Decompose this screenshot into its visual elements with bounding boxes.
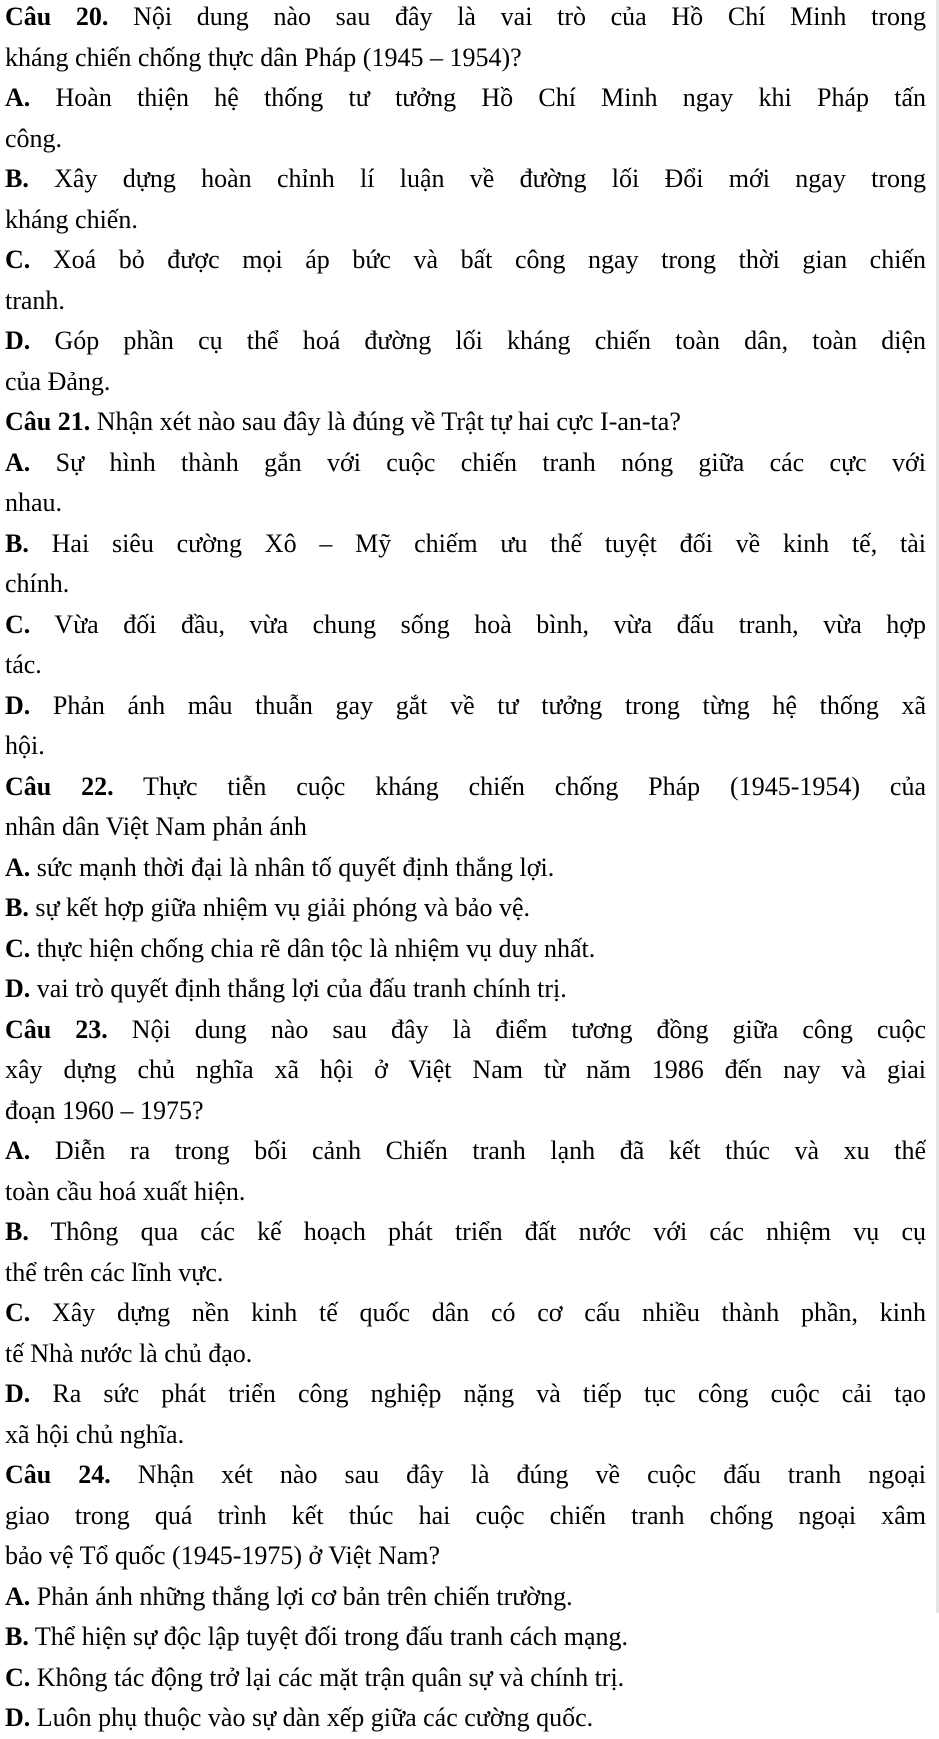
option-letter: D. — [5, 974, 31, 1003]
option-letter: A. — [5, 1136, 31, 1165]
option-letter: B. — [5, 528, 29, 558]
option-c-cont: tranh. — [5, 285, 65, 315]
option-d-cont: hội. — [5, 731, 45, 760]
question-stem-line: Câu 23. Nội dung nào sau đây là điểm tương đồng giữa công cuộc — [5, 1014, 926, 1044]
option-letter: B. — [5, 1217, 29, 1246]
option-b: B. Xây dựng hoàn chỉnh lí luận về đường lối Đổi mới ngay trong — [5, 164, 926, 193]
option-d: D. Ra sức phát triển công nghiệp nặng và tiếp tục công cuộc cải tạo — [5, 1379, 926, 1408]
option-d-cont: của Đảng. — [5, 366, 111, 396]
question-label: Câu 21. — [5, 407, 91, 436]
question-stem-line: đoạn 1960 – 1975? — [5, 1095, 204, 1125]
option-letter: C. — [5, 933, 31, 963]
option-letter: D. — [5, 1703, 31, 1732]
question-stem-line: Câu 22. Thực tiễn cuộc kháng chiến chống Pháp (1945-1954) của — [5, 771, 926, 801]
question-stem-line: Câu 21. Nhận xét nào sau đây là đúng về Trật tự hai cực I-an-ta? — [5, 407, 681, 436]
option-c: C. Vừa đối đầu, vừa chung sống hoà bình, vừa đấu tranh, vừa hợp — [5, 609, 926, 639]
question-label: Câu 23. — [5, 1014, 108, 1044]
option-d-cont: xã hội chủ nghĩa. — [5, 1419, 185, 1449]
option-d: D. vai trò quyết định thắng lợi của đấu tranh chính trị. — [5, 974, 567, 1003]
question-label: Câu 20. — [5, 2, 109, 31]
option-d: D. Luôn phụ thuộc vào sự dàn xếp giữa các cường quốc. — [5, 1703, 594, 1732]
option-letter: A. — [5, 447, 31, 477]
option-c: C. thực hiện chống chia rẽ dân tộc là nhiệm vụ duy nhất. — [5, 933, 596, 963]
option-letter: C. — [5, 245, 31, 274]
option-b-cont: chính. — [5, 569, 70, 598]
option-d: D. Phản ánh mâu thuẫn gay gắt về tư tưởng trong từng hệ thống xã — [5, 690, 926, 720]
question-21 — [5, 402, 926, 767]
option-letter: B. — [5, 893, 29, 922]
question-24 — [5, 1455, 926, 1739]
option-letter: A. — [5, 852, 31, 882]
option-letter: B. — [5, 164, 29, 193]
question-stem-line: Câu 20. Nội dung nào sau đây là vai trò của Hồ Chí Minh trong — [5, 2, 926, 31]
question-23 — [5, 1010, 926, 1456]
question-stem-line: xây dựng chủ nghĩa xã hội ở Việt Nam từ năm 1986 đến nay và giai — [5, 1055, 926, 1084]
option-c-cont: tác. — [5, 650, 42, 679]
option-a-cont: toàn cầu hoá xuất hiện. — [5, 1176, 246, 1206]
option-b: B. Thể hiện sự độc lập tuyệt đối trong đấu tranh cách mạng. — [5, 1622, 629, 1651]
option-letter: C. — [5, 1662, 31, 1692]
question-label: Câu 24. — [5, 1460, 111, 1489]
option-letter: D. — [5, 326, 31, 355]
question-20 — [5, 0, 926, 402]
question-stem-line: nhân dân Việt Nam phản ánh — [5, 812, 307, 841]
option-b: B. Thông qua các kế hoạch phát triển đất nước với các nhiệm vụ cụ — [5, 1217, 926, 1246]
option-a: A. Sự hình thành gắn với cuộc chiến tranh nóng giữa các cực với — [5, 447, 926, 477]
option-letter: A. — [5, 1581, 31, 1611]
question-label: Câu 22. — [5, 771, 114, 801]
option-c: C. Xây dựng nền kinh tế quốc dân có cơ cấu nhiều thành phần, kinh — [5, 1298, 926, 1327]
question-stem-line: giao trong quá trình kết thúc hai cuộc chiến tranh chống ngoại xâm — [5, 1500, 926, 1530]
option-d: D. Góp phần cụ thể hoá đường lối kháng chiến toàn dân, toàn diện — [5, 326, 926, 355]
question-22 — [5, 767, 926, 1010]
option-c: C. Xoá bỏ được mọi áp bức và bất công ngay trong thời gian chiến — [5, 245, 926, 274]
option-b-cont: kháng chiến. — [5, 204, 138, 234]
option-a: A. Hoàn thiện hệ thống tư tưởng Hồ Chí Minh ngay khi Pháp tấn — [5, 83, 926, 112]
question-stem-line: kháng chiến chống thực dân Pháp (1945 – 1954)? — [5, 42, 522, 72]
option-letter: C. — [5, 1298, 31, 1327]
option-c-cont: tế Nhà nước là chủ đạo. — [5, 1338, 253, 1368]
option-letter: D. — [5, 690, 31, 720]
option-letter: C. — [5, 609, 31, 639]
option-a-cont: nhau. — [5, 488, 63, 517]
option-c: C. Không tác động trở lại các mặt trận quân sự và chính trị. — [5, 1662, 625, 1692]
option-b: B. sự kết hợp giữa nhiệm vụ giải phóng và bảo vệ. — [5, 893, 531, 922]
option-a: A. Diễn ra trong bối cảnh Chiến tranh lạnh đã kết thúc và xu thế — [5, 1136, 926, 1165]
option-b-cont: thể trên các lĩnh vực. — [5, 1257, 224, 1287]
option-b: B. Hai siêu cường Xô – Mỹ chiếm ưu thế tuyệt đối về kinh tế, tài — [5, 528, 926, 558]
option-a: A. Phản ánh những thắng lợi cơ bản trên chiến trường. — [5, 1581, 573, 1611]
option-letter: B. — [5, 1622, 29, 1651]
question-stem-line: bảo vệ Tổ quốc (1945-1975) ở Việt Nam? — [5, 1541, 441, 1570]
option-a: A. sức mạnh thời đại là nhân tố quyết định thắng lợi. — [5, 852, 555, 882]
option-a-cont: công. — [5, 123, 63, 153]
option-letter: D. — [5, 1379, 31, 1408]
option-letter: A. — [5, 83, 31, 112]
question-stem-line: Câu 24. Nhận xét nào sau đây là đúng về cuộc đấu tranh ngoại — [5, 1460, 926, 1489]
